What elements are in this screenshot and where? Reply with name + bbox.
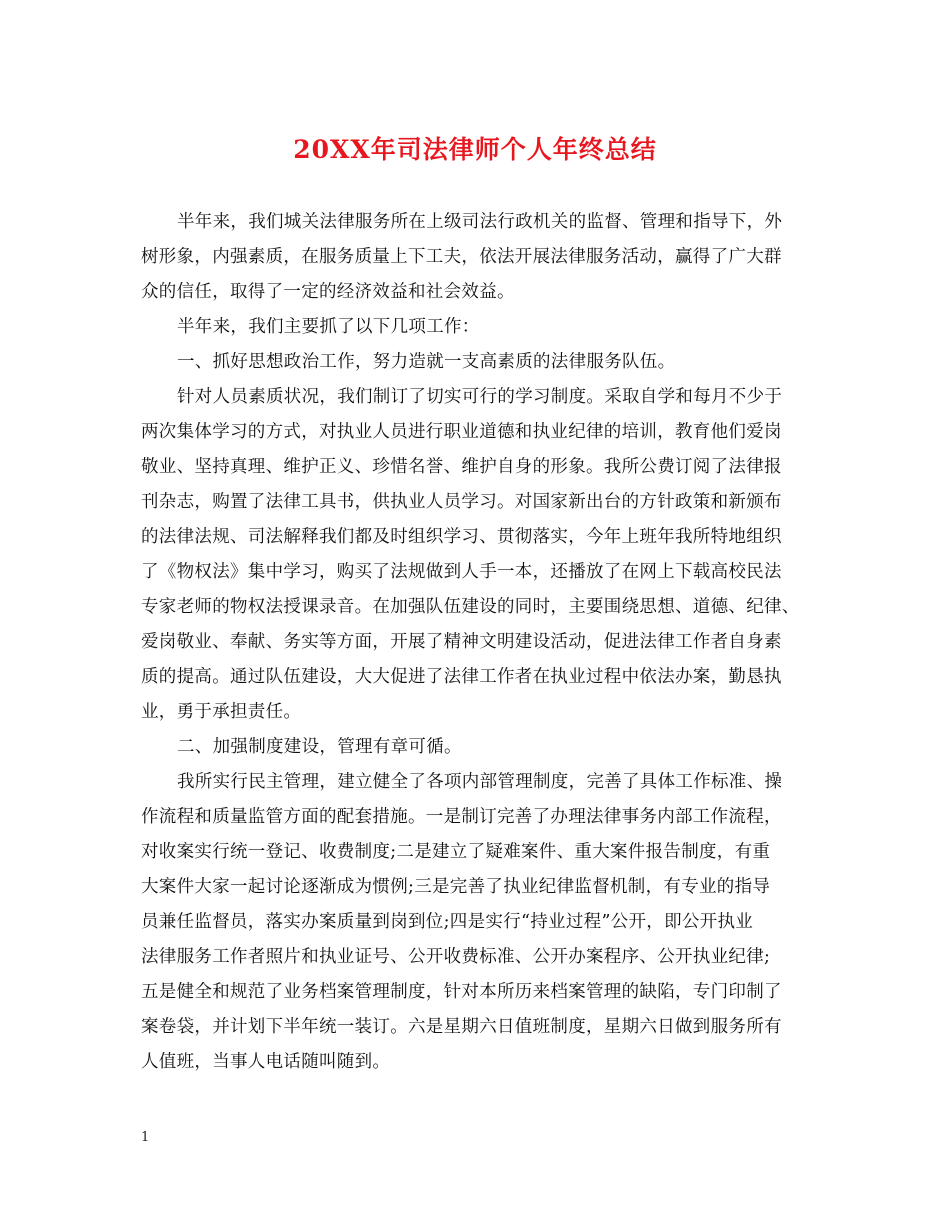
paragraph-line: 我所实行民主管理，建立健全了各项内部管理制度，完善了具体工作标准、操	[177, 772, 783, 792]
document-body	[141, 205, 821, 1080]
paragraph-line: 爱岗敬业、奉献、务实等方面，开展了精神文明建设活动，促进法律工作者自身素	[141, 632, 782, 652]
paragraph-line: 了《物权法》集中学习，购买了法规做到人手一本，还播放了在网上下载高校民法	[141, 562, 782, 582]
paragraph	[141, 310, 821, 345]
paragraph-line: 法律服务工作者照片和执业证号、公开收费标准、公开办案程序、公开执业纪律;	[141, 947, 771, 967]
paragraph-line: 大案件大家一起讨论逐渐成为惯例;三是完善了执业纪律监督机制，有专业的指导	[141, 877, 771, 897]
paragraph-line: 案卷袋，并计划下半年统一装订。六是星期六日值班制度，星期六日做到服务所有	[141, 1017, 782, 1037]
paragraph-line: 作流程和质量监管方面的配套措施。一是制订完善了办理法律事务内部工作流程，	[141, 807, 782, 827]
paragraph-line: 人值班，当事人电话随叫随到。	[141, 1052, 391, 1072]
paragraph-line: 刊杂志，购置了法律工具书，供执业人员学习。对国家新出台的方针政策和新颁布	[141, 492, 782, 512]
paragraph	[141, 345, 821, 380]
paragraph-line: 众的信任，取得了一定的经济效益和社会效益。	[141, 282, 515, 302]
paragraph	[141, 730, 821, 765]
paragraph-line: 的法律法规、司法解释我们都及时组织学习、贯彻落实，今年上班年我所特地组织	[141, 527, 782, 547]
paragraph-line: 两次集体学习的方式，对执业人员进行职业道德和执业纪律的培训，教育他们爱岗	[141, 422, 782, 442]
paragraph-line: 针对人员素质状况，我们制订了切实可行的学习制度。采取自学和每月不少于	[177, 387, 783, 407]
paragraph-line: 一、抓好思想政治工作，努力造就一支高素质的法律服务队伍。	[177, 352, 676, 372]
paragraph	[141, 380, 821, 730]
paragraph-line: 质的提高。通过队伍建设，大大促进了法律工作者在执业过程中依法办案，勤恳执	[141, 667, 782, 687]
paragraph-line: 树形象，内强素质，在服务质量上下工夫，依法开展法律服务活动，赢得了广大群	[141, 247, 782, 267]
paragraph-line: 半年来，我们城关法律服务所在上级司法行政机关的监督、管理和指导下，外	[177, 212, 783, 232]
paragraph	[141, 205, 821, 310]
document-title: 20XX年司法律师个人年终总结	[293, 135, 657, 164]
paragraph-line: 对收案实行统一登记、收费制度;二是建立了疑难案件、重大案件报告制度，有重	[141, 842, 771, 862]
paragraph-line: 五是健全和规范了业务档案管理制度，针对本所历来档案管理的缺陷，专门印制了	[141, 982, 782, 1002]
paragraph-line: 业，勇于承担责任。	[141, 702, 302, 722]
paragraph-line: 二、加强制度建设，管理有章可循。	[177, 737, 462, 757]
paragraph-line: 半年来，我们主要抓了以下几项工作：	[177, 317, 480, 337]
paragraph	[141, 765, 821, 1080]
paragraph-line: 员兼任监督员，落实办案质量到岗到位;四是实行“持业过程”公开，即公开执业	[141, 912, 754, 932]
paragraph-line: 专家老师的物权法授课录音。在加强队伍建设的同时，主要围绕思想、道德、纪律、	[141, 597, 800, 617]
page-number: 1	[141, 1130, 150, 1145]
paragraph-line: 敬业、坚持真理、维护正义、珍惜名誉、维护自身的形象。我所公费订阅了法律报	[141, 457, 782, 477]
